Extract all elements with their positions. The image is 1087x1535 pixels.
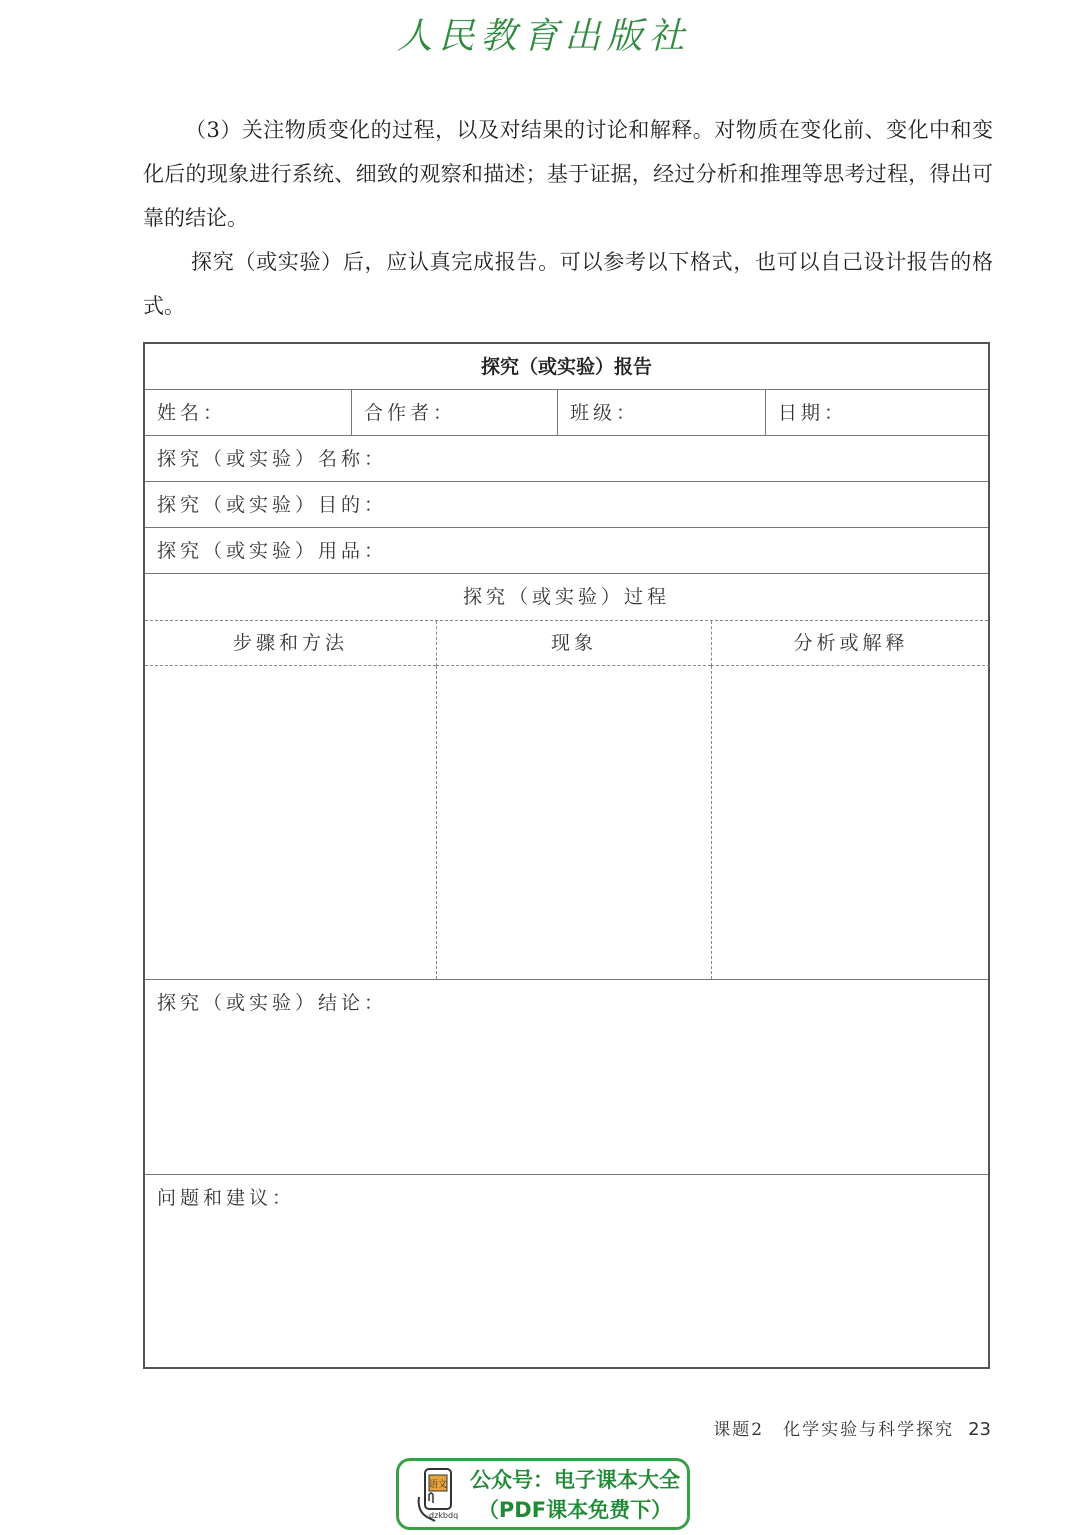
watermark-line1: 公众号：电子课本大全	[470, 1468, 680, 1492]
process-heading: 探究（或实验）过程	[145, 574, 988, 621]
conclusion-field[interactable]: 探究（或实验）结论：	[145, 979, 988, 1175]
experiment-supplies-field[interactable]: 探究（或实验）用品：	[145, 528, 988, 574]
page-footer	[713, 1415, 991, 1440]
phenomena-input-area[interactable]	[436, 666, 711, 979]
watermark-line2: （PDF课本免费下）	[477, 1498, 673, 1522]
experiment-name-field[interactable]: 探究（或实验）名称：	[145, 436, 988, 482]
info-row	[145, 390, 988, 436]
analysis-input-area[interactable]	[711, 666, 990, 979]
report-form	[143, 342, 990, 1369]
column-phenomena-heading: 现象	[436, 621, 711, 666]
column-analysis-heading: 分析或解释	[711, 621, 990, 666]
publisher-logo: 人民教育出版社	[396, 16, 691, 57]
page-number: 23	[968, 1419, 991, 1440]
section-title: 课题2 化学实验与科学探究	[713, 1420, 955, 1440]
paragraph-report-intro: 探究（或实验）后，应认真完成报告。可以参考以下格式，也可以自己设计报告的格式。	[143, 250, 993, 318]
experiment-purpose-field[interactable]: 探究（或实验）目的：	[145, 482, 988, 528]
date-field[interactable]: 日期：	[765, 390, 990, 436]
column-steps-heading: 步骤和方法	[145, 621, 436, 666]
steps-input-area[interactable]	[145, 666, 436, 979]
watermark-small-text: dzkbdq	[429, 1511, 459, 1520]
name-field[interactable]: 姓名：	[157, 402, 227, 424]
class-field[interactable]: 班级：	[557, 390, 765, 436]
watermark-banner	[396, 1458, 690, 1530]
badge-text: 语文	[428, 1480, 448, 1490]
report-title: 探究（或实验）报告	[145, 344, 988, 390]
suggestions-field[interactable]: 问题和建议：	[157, 1187, 296, 1209]
partner-field[interactable]: 合作者：	[351, 390, 557, 436]
paragraph-observation: （3）关注物质变化的过程，以及对结果的讨论和解释。对物质在变化前、变化中和变化后的现象进行系统、细致的观察和描述；基于证据，经过分析和推理等思考过程，得出可靠的结论。	[143, 118, 993, 230]
watermark-text	[465, 1465, 685, 1525]
